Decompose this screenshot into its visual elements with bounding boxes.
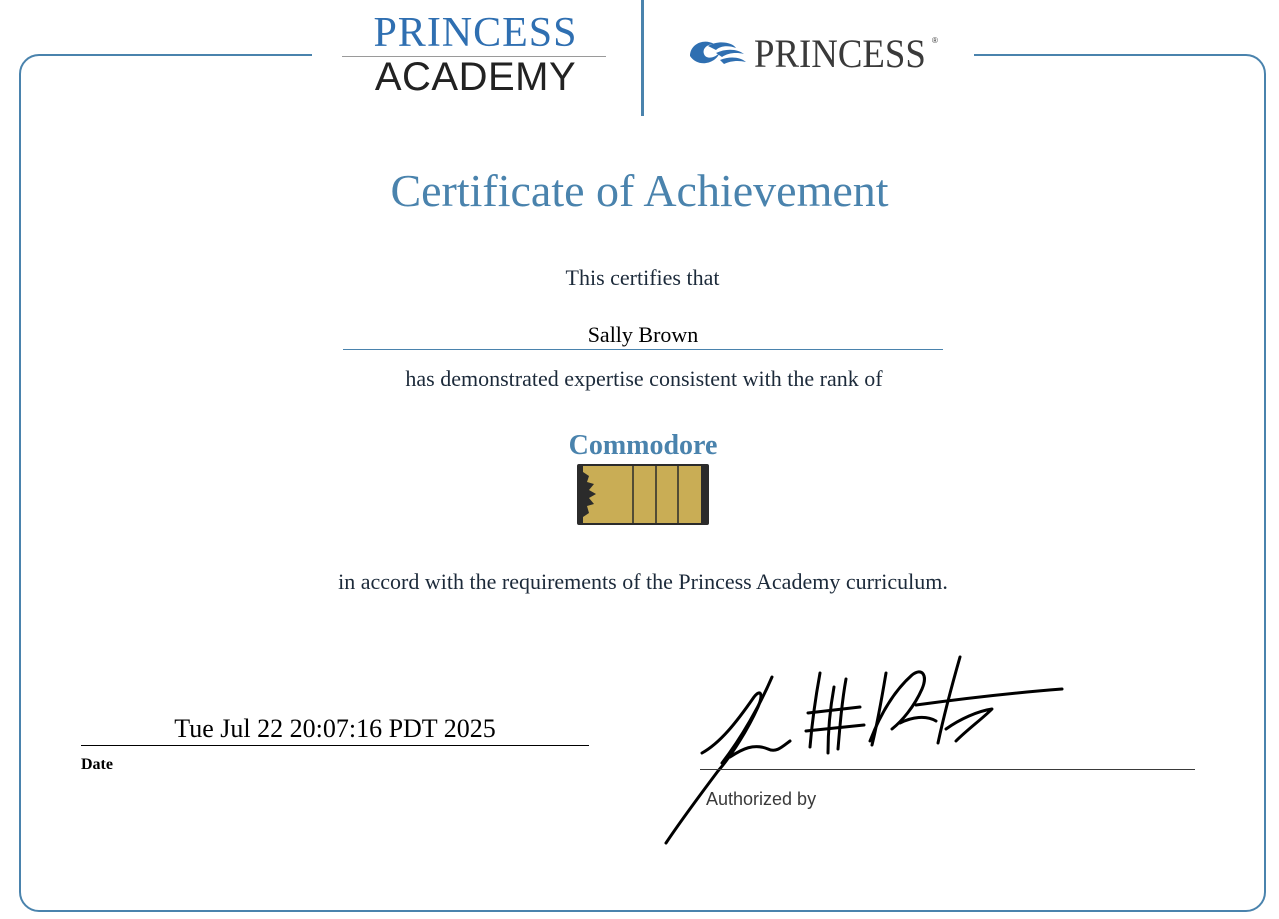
certifies-text: This certifies that [565,265,720,290]
demonstrated-text: has demonstrated expertise consistent with the rank of [405,366,883,391]
signature-image [660,645,1070,850]
date-value: Tue Jul 22 20:07:16 PDT 2025 [174,714,496,743]
academy-logo-line1: PRINCESS [373,10,578,56]
princess-brand-name: PRINCESS [754,31,926,76]
date-label: Date [81,756,113,773]
authorized-signature-line [700,769,1195,770]
certificate-title: Certificate of Achievement [390,165,889,216]
rank-title: Commodore [568,430,718,461]
registered-mark: ® [932,36,938,45]
logo-divider [641,0,644,116]
commodore-epaulette-icon [577,464,709,525]
curriculum-text: in accord with the requirements of the Princess Academy curriculum. [338,569,948,594]
princess-cruises-logo [686,30,946,80]
date-underline [81,745,589,746]
princess-wave-icon [686,34,750,74]
princess-academy-logo [338,10,613,100]
recipient-underline [343,349,943,350]
academy-logo-line2: ACADEMY [374,55,577,99]
recipient-name: Sally Brown [587,322,699,347]
authorized-by-label: Authorized by [706,789,817,809]
